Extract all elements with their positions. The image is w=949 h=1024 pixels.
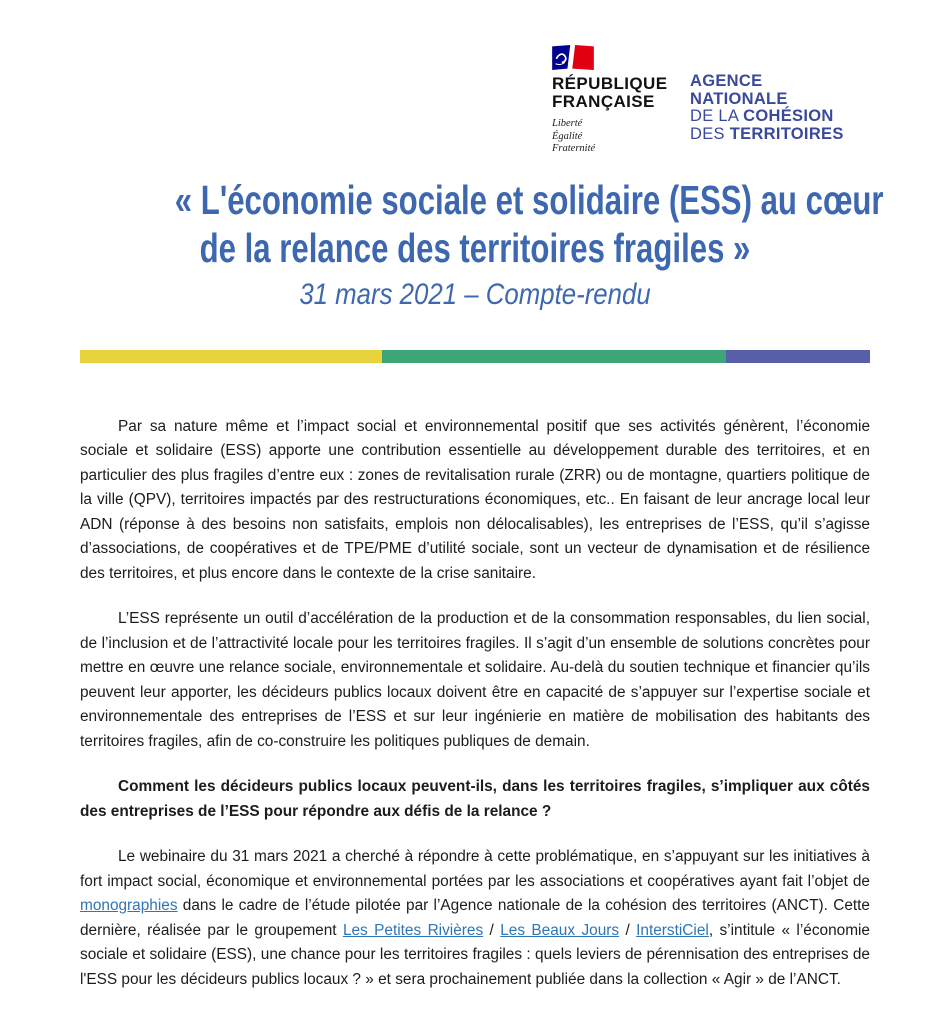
anct-line-agence: AGENCE	[690, 72, 763, 90]
french-flag-icon	[552, 45, 594, 70]
divider-segment	[80, 350, 382, 363]
document-subtitle	[80, 276, 870, 314]
header-logos	[80, 45, 870, 156]
republique-francaise-logo	[552, 45, 674, 156]
anct-line-nationale: NATIONALE	[690, 89, 788, 108]
anct-logo	[690, 73, 870, 143]
title-line-1: « L'économie sociale et solidaire (ESS) au cœur	[174, 176, 884, 223]
divider-segment	[382, 350, 726, 363]
anct-line-cohesion: DE LA COHÉSION	[690, 107, 834, 125]
document-title	[80, 176, 884, 272]
motto-liberte: Liberté	[552, 118, 583, 129]
document-body	[80, 415, 870, 993]
anct-line-territoires: DES TERRITOIRES	[690, 124, 844, 143]
les-petites-rivieres-link[interactable]: Les Petites Rivières	[342, 921, 484, 939]
divider-segment	[726, 350, 870, 363]
republique-line1: RÉPUBLIQUE	[552, 74, 668, 93]
title-line-2: de la relance des territoires fragiles »	[199, 224, 751, 271]
republique-wordmark	[552, 75, 674, 111]
les-beaux-jours-link[interactable]: Les Beaux Jours	[500, 921, 620, 939]
paragraph-ess-role: L’ESS représente un outil d’accélération de la production et de la consommation responsables, du lien social, de l’inclusion et de l’attractivité locale pour les territoires fragiles. Il s’agit d’un ensemble de solutions concrètes pour mettre en œuvre une relance sociale, environnementale et solidaire. Au-delà du soutien technique et financier qu’ils peuvent leur apporter, les décideurs publics locaux doivent être en capacité de s’appuyer sur l’expertise sociale et environnementale des entreprises de l’ESS et sur leur ingénierie en matière de mobilisation des habitants des territoires fragiles, afin de co-construire les politiques publiques de demain.	[80, 610, 870, 750]
monographies-link[interactable]: monographies	[80, 897, 178, 914]
republique-motto	[552, 118, 674, 156]
motto-fraternite: Fraternité	[552, 143, 596, 154]
intersticiel-link[interactable]: InterstiCiel	[636, 921, 709, 939]
republique-line2: FRANÇAISE	[552, 92, 655, 111]
subtitle-text: 31 mars 2021 – Compte-rendu	[299, 277, 651, 311]
paragraph-webinaire: Le webinaire du 31 mars 2021 a cherché à répondre à cette problématique, en s’appuyant sur les initiatives à fort impact social, économique et environnemental portées par les associations et coopératives ayant fait l’objet de monographies dans le cadre de l’étude pilotée par l’Agence nationale de la cohésion des territoires (ANCT). Cette dernière, réalisée par le groupement Les Petites Rivières / Les Beaux Jours / InterstiCiel, s’intitule « l’économie sociale et solidaire (ESS), une chance pour les territoires fragiles : quels leviers de pérennisation des entreprises de l'ESS pour les décideurs publics locaux ? » et sera prochainement publiée dans la collection « Agir » de l’ANCT.	[80, 848, 870, 988]
paragraph-intro: Par sa nature même et l’impact social et environnemental positif que ses activités génèrent, l’économie sociale et solidaire (ESS) apporte une contribution essentielle au développement durable des territoires, et en particulier des plus fragiles d’entre eux : zones de revitalisation rurale (ZRR) ou de montagne, quartiers politique de la ville (QPV), territoires impactés par des restructurations économiques, etc.. En faisant de leur ancrage local leur ADN (réponse à des besoins non satisfaits, emplois non délocalisables), les entreprises de l’ESS, qu’il s’agisse d’associations, de coopératives et de TPE/PME d’utilité sociale, sont un vecteur de dynamisation et de résilience des territoires, et plus encore dans le contexte de la crise sanitaire.	[80, 417, 870, 582]
divider-bar	[80, 350, 870, 363]
motto-egalite: Égalité	[552, 130, 583, 142]
paragraph-question: Comment les décideurs publics locaux peuvent-ils, dans les territoires fragiles, s’impliquer aux côtés des entreprises de l’ESS pour répondre aux défis de la relance ?	[80, 778, 870, 820]
